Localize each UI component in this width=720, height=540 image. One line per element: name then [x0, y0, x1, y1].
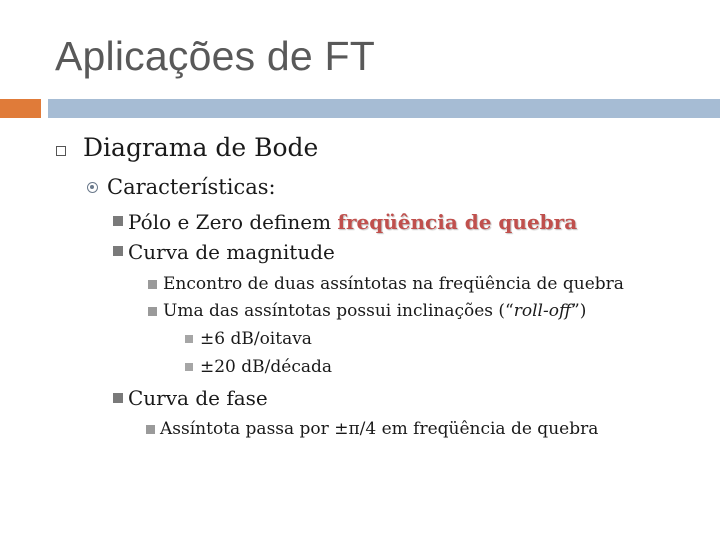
square-bullet-icon — [148, 280, 157, 289]
bullet-encontro: Encontro de duas assíntotas na freqüência de quebra — [163, 274, 624, 294]
bullet-polo-zero — [128, 210, 577, 234]
hollow-square-bullet-icon — [56, 146, 66, 156]
bullet-oitava: ±6 dB/oitava — [200, 329, 312, 349]
inclin-suffix: ”) — [571, 301, 587, 321]
square-bullet-icon — [185, 363, 193, 371]
bullet-curva-fase: Curva de fase — [128, 386, 268, 410]
bullet-assintota: Assíntota passa por ±π/4 em freqüência de quebra — [160, 419, 599, 439]
circle-bullet-icon — [87, 182, 98, 193]
accent-bar — [0, 99, 41, 118]
square-bullet-icon — [113, 216, 123, 226]
square-bullet-icon — [113, 246, 123, 256]
square-bullet-icon — [148, 307, 157, 316]
bullet-curva-magnitude: Curva de magnitude — [128, 240, 335, 264]
slide-title: Aplicações de FT — [55, 33, 375, 79]
frequencia-quebra-emphasis: freqüência de quebra — [337, 210, 578, 234]
bullet-diagrama-de-bode: Diagrama de Bode — [83, 133, 319, 162]
inclin-prefix: Uma das assíntotas possui inclinações (“ — [163, 301, 514, 321]
square-bullet-icon — [146, 425, 155, 434]
square-bullet-icon — [113, 393, 123, 403]
bullet-inclinacoes — [163, 301, 586, 321]
bullet-decada: ±20 dB/década — [200, 357, 332, 377]
square-bullet-icon — [185, 335, 193, 343]
bullet-caracteristicas: Características: — [107, 175, 276, 199]
roll-off-italic: roll-off — [513, 301, 572, 321]
header-bar — [48, 99, 720, 118]
polo-text: Pólo e Zero definem — [128, 210, 338, 234]
